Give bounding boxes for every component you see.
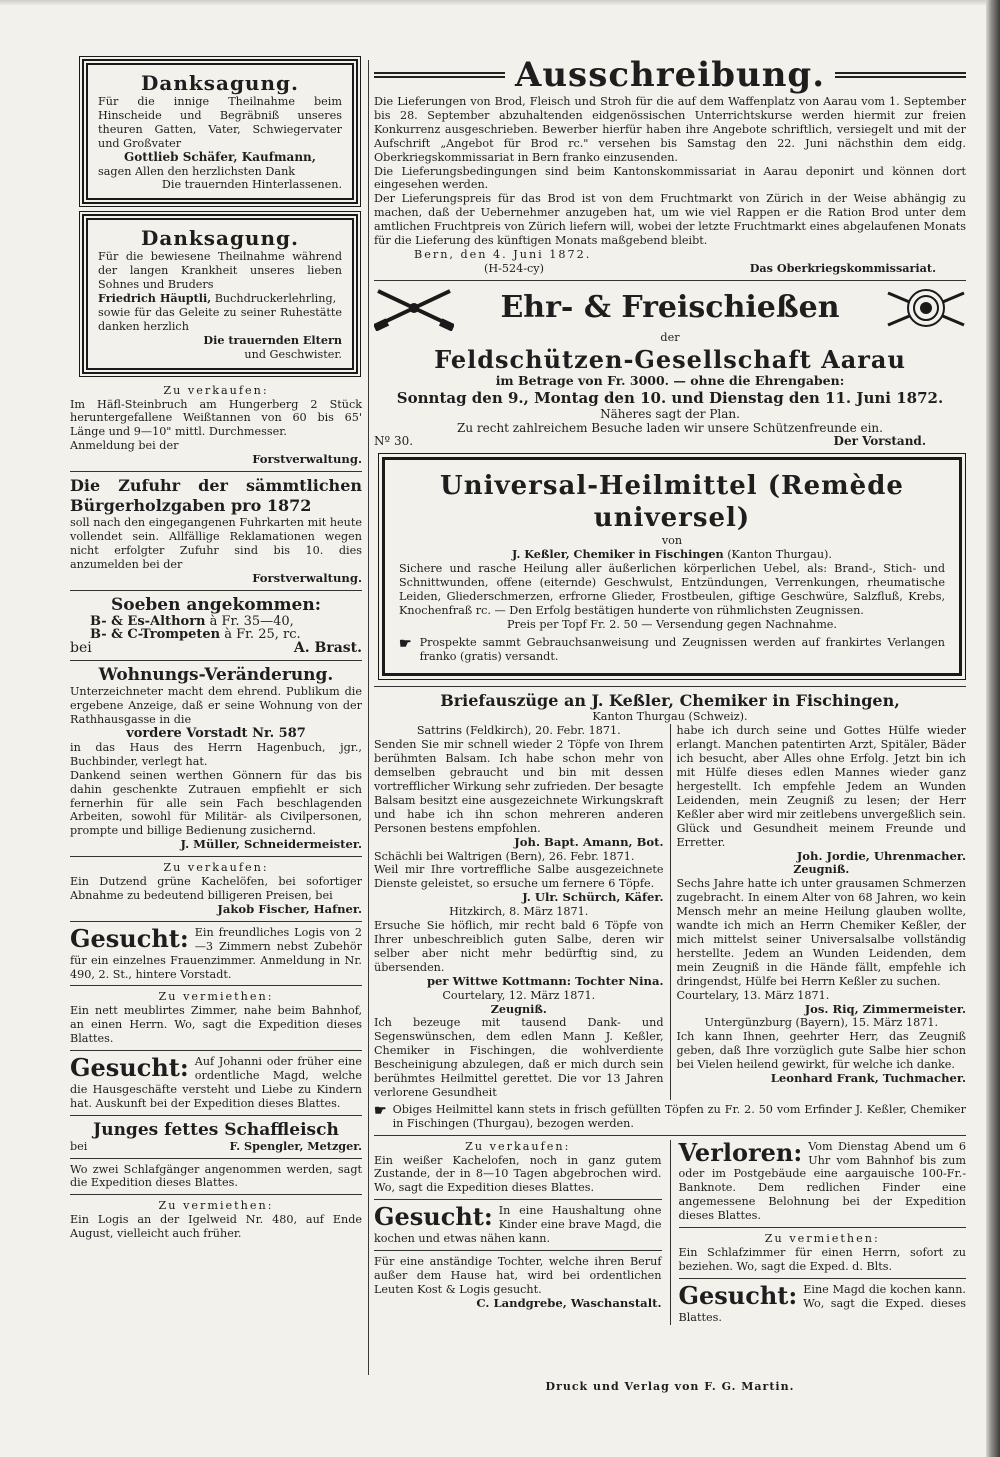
- separator: [374, 1250, 662, 1251]
- column-divider: [368, 60, 369, 1375]
- danksagung-2-title: Danksagung.: [141, 226, 299, 251]
- schlafgaenger-body: Wo zwei Schlafgänger angenommen werden, sagt die Expedition dieses Blattes.: [70, 1162, 362, 1190]
- vermiethen-1-head: Zu vermiethen:: [158, 990, 274, 1004]
- gesucht-4-body: Eine Magd die kochen kann. Wo, sagt die Exped. dieses Blattes.: [678, 1282, 966, 1324]
- ad-verkaufen-2: [70, 861, 362, 917]
- verkaufen-2-signature: Jakob Fischer, Hafner.: [217, 901, 362, 916]
- ad-vermiethen-2: [70, 1199, 362, 1241]
- danksagung-1-body: Für die innige Theilnahme beim Hinscheide und Begräbniß unseres theuren Gatten, Vater, Schwiegervater und Großvater: [98, 95, 342, 150]
- ad-zufuhr: [70, 476, 362, 586]
- target-rifles-icon: [886, 285, 966, 331]
- separator: [374, 280, 966, 281]
- ad-schiessen: [374, 285, 966, 450]
- brief-r3: Untergünzburg (Bayern), 15. März 1871.: [704, 1016, 939, 1030]
- schaffleisch-bei: bei: [70, 1139, 88, 1153]
- ausschreibung-code: (H-524-cy): [484, 261, 544, 275]
- danksagung-2-name-line: [98, 292, 342, 306]
- separator: [374, 1199, 662, 1200]
- brief-l3: Schächli bei Waltrigen (Bern), 26. Febr. 1871.: [374, 849, 635, 863]
- zufuhr-body: soll nach den eingegangenen Fuhrkarten mit heute vollendet sein. Allfällige Reklamationen wegen nicht erfolgter Zufuhr sind bis 10. dies anzumelden bei der: [70, 516, 362, 571]
- right-column: [374, 55, 966, 1325]
- schiessen-sig-row: [374, 435, 966, 449]
- brief-l4-signature: J. Ulr. Schürch, Käfer.: [522, 890, 664, 905]
- schiessen-invite: Zu recht zahlreichem Besuche laden wir unsere Schützenfreunde ein.: [457, 420, 883, 435]
- wohnung-body-3: Dankend seinen werthen Gönnern für das bis dahin geschenkte Zutrauen empfiehlt er sich fernerhin für alle sein Fach beschlagenden Arbeiten, sowohl für Militär- als Civilpersonen, prompte und billige Bedienung zusichernd.: [70, 768, 362, 838]
- separator: [70, 1194, 362, 1195]
- brief-l1: Sattrins (Feldkirch), 20. Febr. 1871.: [416, 724, 621, 738]
- vermiethen-2-body: Ein Logis an der Igelweid Nr. 480, auf Ende August, vielleicht auch früher.: [70, 1213, 362, 1241]
- bottom-right: [671, 1137, 967, 1325]
- brief-r2-heading: Zeugniß.: [793, 862, 850, 877]
- ausschreibung-p1: Die Lieferungen von Brod, Fleisch und Stroh für die auf dem Waffenplatz von Aarau vom 1. September bis 28. September abzuhaltenden eidgenössischen Unterrichtskurse werden hiermit zur freien Konkurrenz ausgeschrieben. Bewerber hierfür haben ihre Angebote schriftlich, versiegelt und mit der Aufschrift „Angebot für Brod rc." versehen bis Samstag den 22. Juni nächsthin dem eidg. Oberkriegskommissariat in Bern franko einzusenden.: [374, 95, 966, 164]
- bottom-left: [374, 1140, 671, 1325]
- ad-gesucht-1: [70, 923, 362, 982]
- brief-r2: Sechs Jahre hatte ich unter grausamen Schmerzen zugebracht. In einem Alter von 68 Jahren, wo kein Mensch mehr an meine Heilung glauben wollte, wandte ich mich an Herrn Chemiker Keßler, der mich mittelst seiner Universalsalbe vollständig herstellte. Jedem an Wunden Leidenden, dem mein Zeugniß in die Hände fällt, empfehle ich dringendst, Hülfe bei Herrn Keßler zu suchen.: [676, 877, 966, 988]
- schiessen-title: Ehr- & Freischießen: [500, 289, 840, 325]
- brief-l4: Weil mir Ihre vortreffliche Salbe ausgezeichnete Dienste geleistet, so ersuche um fernere 6 Töpfe.: [374, 863, 664, 891]
- verkaufen-1-signature: Forstverwaltung.: [252, 452, 362, 467]
- rule-left: [374, 72, 505, 78]
- schiessen-plan: Näheres sagt der Plan.: [600, 406, 740, 421]
- zufuhr-title: Die Zufuhr der sämmtlichen Bürgerholzgaben pro 1872: [70, 476, 362, 516]
- bottom-split: [374, 1135, 966, 1325]
- crossed-rifles-icon: [374, 285, 454, 331]
- brief-l8: Ich bezeuge mit tausend Dank- und Segenswünschen, dem edlen Mann J. Keßler, Chemiker in Fischingen, die wohlverdiente Bescheinigung abzulegen, daß er mich durch sein berühmtes Heilmittel gerettet. Die vor 13 Jahren verlorene Gesundheit: [374, 1016, 664, 1099]
- brief-r1: habe ich durch seine und Gottes Hülfe wieder erlangt. Manchen patentirten Arzt, Spitäler, Bäder ich besucht, aber Alles ohne Erfolg. Jetzt bin ich mit Hülfe dieses edlen Mannes wieder ganz hergestellt. Ich empfehle Jedem an Wunden Leidenden, mein Zeugniß zu lesen; der Herr Keßler aber wird mir zeitlebens unvergeßlich sein. Glück und Gesundheit meinem Freunde und Erretter.: [676, 724, 966, 849]
- vermiethen-3-head: Zu vermiethen:: [764, 1232, 880, 1246]
- brief-subcolumns: [374, 724, 966, 1099]
- brief-right: [671, 724, 967, 1099]
- zufuhr-signature: Forstverwaltung.: [252, 570, 362, 585]
- scan-edge-top: [0, 0, 1000, 6]
- heilmittel-title: Universal-Heilmittel (Remède universel): [440, 471, 904, 534]
- ausschreibung-title: Ausschreibung.: [514, 55, 826, 95]
- rule-right: [835, 72, 966, 78]
- schiessen-header: [374, 285, 966, 331]
- wohnung-signature: J. Müller, Schneidermeister.: [180, 837, 362, 852]
- brast-althorn: B- & Es-Althorn: [90, 613, 206, 629]
- danksagung-2-name-suffix: Buchdruckerlehrling,: [211, 292, 337, 306]
- heilmittel-canton: (Kanton Thurgau).: [723, 548, 832, 562]
- wohnung-body-1: Unterzeichneter macht dem ehrend. Publikum die ergebene Anzeige, daß er seine Wohnung von der Rathhausgasse in die: [70, 685, 362, 727]
- ad-brast: [70, 595, 362, 657]
- verkaufen-3-head: Zu verkaufen:: [465, 1139, 571, 1153]
- ad-gesucht-4: [678, 1280, 967, 1325]
- brief-foot: Obiges Heilmittel kann stets in frisch gefüllten Töpfen zu Fr. 2. 50 vom Erfinder J. Keßler, Chemiker in Fischingen (Thurgau), bezogen werden.: [392, 1102, 966, 1130]
- verkaufen-2-body: Ein Dutzend grüne Kachelöfen, bei sofortiger Abnahme zu bedeutend billigeren Preisen, bei: [70, 875, 362, 902]
- separator: [70, 1115, 362, 1116]
- wohnung-body-2: in das Haus des Herrn Hagenbuch, jgr., Buchbinder, verlegt hat.: [70, 740, 362, 768]
- verkaufen-1-line2: Anmeldung bei der: [70, 439, 179, 453]
- verkaufen-1-body: Im Häfl-Steinbruch am Hungerberg 2 Stück heruntergefallene Weißtannen von 60 bis 65' Länge und 9—10" mittl. Durchmesser.: [70, 397, 362, 439]
- danksagung-2-body: Für die bewiesene Theilnahme während der langen Krankheit unseres lieben Sohnes und Bruders: [98, 250, 342, 292]
- brief-r4-signature: Leonhard Frank, Tuchmacher.: [770, 1071, 966, 1086]
- ausschreibung-p3: Der Lieferungspreis für das Brod ist von dem Fruchtmarkt von Zürich in der Weise abhängig zu machen, daß der Uebernehmer anzugeben hat, um wie viel Rappen er die Ration Brod unter dem amtlichen Fruchtpreis von Zürich liefern will, wobei der letzte Fruchtmarkt eines abgelaufenen Monats für die Lieferung des künftigen Monats maßgebend bleibt.: [374, 192, 966, 248]
- ad-briefauszuege: [374, 691, 966, 1130]
- pointing-hand-icon: ☛: [399, 635, 412, 652]
- brief-foot-row: [374, 1103, 966, 1131]
- ad-schaffleisch: [70, 1120, 362, 1154]
- brast-title: Soeben angekommen:: [110, 594, 322, 615]
- ausschreibung-signature: Das Oberkriegskommissariat.: [749, 260, 936, 275]
- brief-r2-signature: Jos. Riq, Zimmermeister.: [804, 1001, 966, 1016]
- gesucht-2-head: Gesucht:: [70, 1053, 189, 1083]
- schiessen-dates: Sonntag den 9., Montag den 10. und Dienstag den 11. Juni 1872.: [396, 388, 944, 407]
- verkaufen-1-head: Zu verkaufen:: [163, 383, 269, 397]
- schiessen-betrag: im Betrage von Fr. 3000. — ohne die Ehrengaben:: [495, 372, 845, 388]
- heilmittel-prospekt-row: [399, 636, 945, 664]
- brief-l2: Senden Sie mir schnell wieder 2 Töpfe von Ihrem berühmten Balsam. Ich habe schon mehr von demselben gebraucht und bin mit dessen vortrefflicher Wirkung sehr zufrieden. Der besagte Balsam besitzt eine ausgezeichnete Wirkungskraft und habe ich ihn schon mehreren anderen Personen bestens empfohlen.: [374, 738, 664, 835]
- separator: [70, 1158, 362, 1159]
- verkaufen-3-body: Ein weißer Kachelofen, noch in ganz gutem Zustande, der in 8—10 Tagen abgebrochen wird. Wo, sagt die Expedition dieses Blattes.: [374, 1153, 662, 1195]
- brief-title: Briefauszüge an J. Keßler, Chemiker in Fischingen,: [440, 691, 900, 711]
- brief-l6: Ersuche Sie höflich, mir recht bald 6 Töpfe von Ihrer unbeschreiblich guten Salbe, deren wir selber aber nicht mehr bedürftig sind, zu übersenden.: [374, 919, 664, 974]
- danksagung-box-1: [82, 59, 358, 204]
- heilmittel-maker-line: [399, 548, 945, 562]
- heilmittel-price: Preis per Topf Fr. 2. 50 — Versendung gegen Nachnahme.: [506, 617, 837, 631]
- heilmittel-prospekt: Prospekte sammt Gebrauchsanweisung und Zeugnissen werden auf frankirtes Verlangen franko (gratis) versandt.: [419, 635, 945, 663]
- separator: [70, 590, 362, 591]
- brief-r4: Ich kann Ihnen, geehrter Herr, das Zeugniß geben, daß Ihre vorzüglich gute Salbe hier schon bei Vielen heilend gewirkt, für welche ich danke.: [676, 1030, 966, 1072]
- brast-line-3: [70, 642, 362, 656]
- brief-l7-heading: Zeugniß.: [490, 1001, 547, 1016]
- heilmittel-von: von: [661, 534, 683, 548]
- schaffleisch-signature: F. Spengler, Metzger.: [229, 1138, 362, 1153]
- brast-trompeten: B- & C-Trompeten: [90, 627, 221, 643]
- brief-subtitle: Kanton Thurgau (Schweiz).: [592, 710, 748, 724]
- brast-althorn-price: à Fr. 35—40,: [205, 613, 294, 629]
- danksagung-2-sig1: Die trauernden Eltern: [203, 332, 342, 347]
- brief-r1-signature: Joh. Jordie, Uhrenmacher.: [796, 848, 966, 863]
- brast-signature: A. Brast.: [293, 640, 362, 657]
- ad-gesucht-2: [70, 1055, 362, 1111]
- ad-gesucht-3: [374, 1204, 662, 1246]
- brast-trompeten-price: à Fr. 25, rc.: [220, 627, 301, 643]
- wohnung-title: Wohnungs-Veränderung.: [98, 665, 334, 686]
- schiessen-number: Nº 30.: [374, 434, 414, 449]
- schaffleisch-line: [70, 1140, 362, 1154]
- schiessen-der: der: [660, 330, 680, 344]
- vermiethen-3-body: Ein Schlafzimmer für einen Herrn, sofort zu beziehen. Wo, sagt die Exped. d. Blts.: [678, 1246, 966, 1273]
- gesucht-4-head: Gesucht:: [678, 1280, 798, 1310]
- ad-ausschreibung: [374, 55, 966, 276]
- vermiethen-2-head: Zu vermiethen:: [158, 1199, 274, 1213]
- ad-wohnung: [70, 665, 362, 852]
- ausschreibung-header: [374, 55, 966, 95]
- danksagung-1-name: Gottlieb Schäfer, Kaufmann,: [124, 149, 316, 164]
- gesucht-3-body: In eine Haushaltung ohne Kinder eine brave Magd, die kochen und etwas nähen kann.: [374, 1204, 662, 1246]
- gesucht-1-body: Ein freundliches Logis von 2—3 Zimmern nebst Zubehör für ein einzelnes Frauenzimmer. Anmeldung in Nr. 490, 2. St., hintere Vorstadt.: [70, 925, 362, 981]
- footer-imprint: Druck und Verlag von F. G. Martin.: [545, 1380, 795, 1393]
- ad-vermiethen-1: [70, 990, 362, 1046]
- ausschreibung-date: Bern, den 4. Juni 1872.: [414, 247, 592, 261]
- danksagung-1-title: Danksagung.: [141, 71, 299, 95]
- ausschreibung-p2: Die Lieferungsbedingungen sind beim Kantonskommissariat in Aarau deponirt und können dort eingesehen werden.: [374, 164, 966, 192]
- brief-l7: Courtelary, 12. März 1871.: [442, 988, 596, 1002]
- ad-verkaufen-1: [70, 384, 362, 467]
- heilmittel-body: Sichere und rasche Heilung aller äußerlichen körperlichen Uebel, als: Brand-, Stich- und Schnittwunden, offene (eiternde) Geschwulst, Entzündungen, Verrenkungen, rheumatische Leiden, Gliederschmerzen, erfrorne Glieder, Frostbeulen, giftige Geschwüre, Salzfluß, Krebs, Knochenfraß rc. — Den Erfolg bestätigen hunderte von rühmlichsten Zeugnissen.: [399, 562, 945, 617]
- heilmittel-box: [382, 457, 962, 676]
- gesucht-2-body: Auf Johanni oder früher eine ordentliche Magd, welche die Hausgeschäfte versteht und Liebe zu Kindern hat. Auskunft bei der Expedition dieses Blattes.: [70, 1055, 362, 1110]
- verloren-head: Verloren:: [678, 1137, 803, 1167]
- danksagung-2-body2: sowie für das Geleite zu seiner Ruhestätte danken herzlich: [98, 305, 342, 333]
- danksagung-2-name: Friedrich Häuptli,: [98, 291, 212, 306]
- schiessen-club: Feldschützen-Gesellschaft Aarau: [434, 344, 906, 374]
- separator: [70, 856, 362, 857]
- schiessen-signature: Der Vorstand.: [833, 434, 926, 449]
- brast-line-1: [70, 615, 362, 629]
- separator: [679, 1227, 967, 1228]
- scan-edge-right: [986, 0, 1000, 1457]
- brast-bei: bei: [70, 640, 92, 657]
- vermiethen-1-body: Ein nett meublirtes Zimmer, nahe beim Bahnhof, an einen Herrn. Wo, sagt die Expedition dieses Blattes.: [70, 1004, 362, 1046]
- gesucht-1-head: Gesucht:: [70, 923, 189, 953]
- ausschreibung-sig-row: [374, 262, 966, 276]
- ad-verloren: [678, 1137, 967, 1223]
- tochter-body: Für eine anständige Tochter, welche ihren Beruf außer dem Hause hat, wird bei ordentlichen Leuten Kost & Logis gesucht.: [374, 1255, 662, 1296]
- brief-r2-date: Courtelary, 13. März 1871.: [676, 988, 830, 1002]
- brief-left: [374, 724, 671, 1099]
- separator: [70, 921, 362, 922]
- ad-schlafgaenger: [70, 1163, 362, 1191]
- brief-l5: Hitzkirch, 8. März 1871.: [449, 905, 589, 919]
- separator: [70, 1050, 362, 1051]
- separator: [70, 471, 362, 472]
- danksagung-box-2: [82, 214, 358, 373]
- brief-l6-signature: per Wittwe Kottmann: Tochter Nina.: [426, 973, 664, 988]
- separator: [70, 660, 362, 661]
- verloren-body: Vom Dienstag Abend um 6 Uhr vom Bahnhof bis zum oder im Postgebäude eine aargauische 100-Fr.-Banknote. Dem redlichen Finder eine angemessene Belohnung bei der Expedition dieses Blattes.: [678, 1139, 966, 1223]
- verkaufen-2-head: Zu verkaufen:: [163, 861, 269, 875]
- separator: [70, 985, 362, 986]
- heilmittel-maker: J. Keßler, Chemiker in Fischingen: [512, 547, 724, 562]
- pointing-hand-icon: ☛: [374, 1102, 387, 1119]
- brief-l2-signature: Joh. Bapt. Amann, Bot.: [514, 834, 664, 849]
- schaffleisch-title: Junges fettes Schaffleisch: [93, 1119, 339, 1140]
- wohnung-address: vordere Vorstadt Nr. 587: [126, 726, 306, 741]
- danksagung-1-body2: sagen Allen den herzlichsten Dank: [98, 164, 296, 178]
- left-column: [70, 55, 362, 1245]
- separator: [679, 1278, 967, 1279]
- danksagung-1-signature: Die trauernden Hinterlassenen.: [161, 178, 342, 192]
- tochter-signature: C. Landgrebe, Waschanstalt.: [476, 1295, 662, 1310]
- danksagung-2-sig2: und Geschwister.: [244, 347, 342, 361]
- separator: [374, 686, 966, 687]
- gesucht-3-head: Gesucht:: [374, 1202, 493, 1232]
